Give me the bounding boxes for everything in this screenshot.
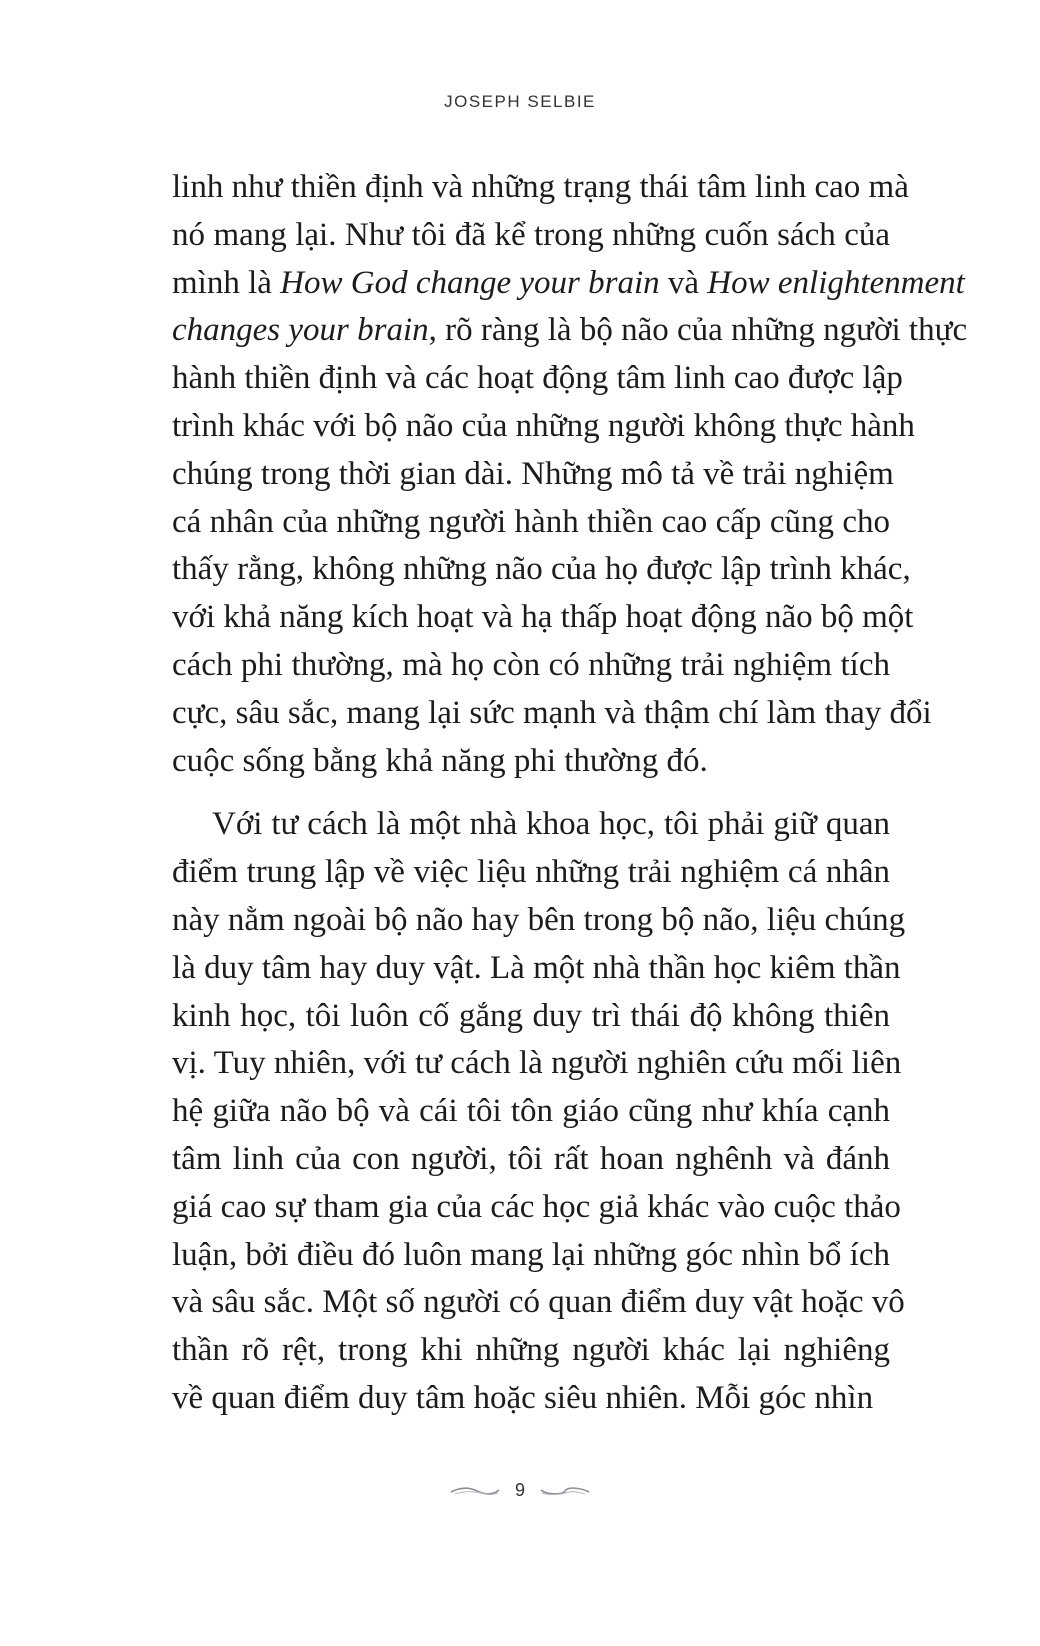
- text-run: mình là: [172, 264, 281, 301]
- text-run: thấy rằng, không những não của họ được lập trình khác,: [172, 551, 911, 588]
- text-run: điểm trung lập về việc liệu những trải nghiệm cá nhân: [172, 854, 890, 891]
- paragraph: [172, 801, 906, 1422]
- text-line: [172, 1088, 890, 1136]
- text-run: này nằm ngoài bộ não hay bên trong bộ não, liệu chúng: [172, 901, 906, 938]
- text-line: [172, 451, 894, 499]
- text-run: hệ giữa não bộ và cái tôi tôn giáo cũng như khía cạnh: [172, 1093, 890, 1130]
- text-line: [172, 403, 915, 451]
- swash-ornament-left-icon: [449, 1485, 501, 1497]
- text-line: [172, 1375, 890, 1423]
- text-line: [172, 1279, 905, 1327]
- text-line: [172, 594, 914, 642]
- book-title: How enlightenment: [707, 264, 965, 301]
- text-run: vị. Tuy nhiên, với tư cách là người nghiên cứu mối liên: [172, 1045, 902, 1082]
- running-head: JOSEPH SELBIE: [444, 92, 596, 111]
- page-footer: [0, 1480, 1040, 1501]
- body-text: [172, 164, 968, 1423]
- text-run: cực, sâu sắc, mang lại sức mạnh và thậm chí làm thay đổi: [172, 694, 932, 731]
- text-line: [172, 1232, 890, 1280]
- text-line: [172, 690, 932, 738]
- text-line: [172, 801, 890, 849]
- paragraph-gap: [172, 785, 890, 801]
- text-line: [172, 499, 890, 547]
- text-run: hành thiền định và các hoạt động tâm linh cao được lập: [172, 360, 903, 397]
- text-run: cách phi thường, mà họ còn có những trải nghiệm tích: [172, 646, 890, 683]
- text-line: [172, 1040, 902, 1088]
- text-line: [172, 738, 890, 786]
- text-run: chúng trong thời gian dài. Những mô tả về trải nghiệm: [172, 455, 894, 492]
- text-run: thần rõ rệt, trong khi những người khác lại nghiêng: [172, 1332, 890, 1369]
- text-run: cá nhân của những người hành thiền cao cấp cũng cho: [172, 503, 890, 540]
- book-title: changes your brain: [172, 312, 429, 349]
- text-line: [172, 260, 965, 308]
- text-run: , rõ ràng là bộ não của những người thực: [428, 312, 968, 349]
- text-run: và sâu sắc. Một số người có quan điểm duy vật hoặc vô: [172, 1284, 905, 1321]
- text-run: linh như thiền định và những trạng thái tâm linh cao mà: [172, 169, 909, 205]
- text-run: kinh học, tôi luôn cố gắng duy trì thái độ không thiên: [172, 997, 890, 1034]
- text-line: [172, 164, 909, 212]
- text-line: [172, 307, 968, 355]
- text-run: về quan điểm duy tâm hoặc siêu nhiên. Mỗi góc nhìn: [172, 1379, 874, 1416]
- text-line: [172, 642, 890, 690]
- text-run: tâm linh của con người, tôi rất hoan nghênh và đánh: [172, 1140, 890, 1177]
- text-run: giá cao sự tham gia của các học giả khác vào cuộc thảo: [172, 1188, 901, 1225]
- text-line: [172, 897, 906, 945]
- text-line: [172, 849, 890, 897]
- text-run: nó mang lại. Như tôi đã kể trong những cuốn sách của: [172, 216, 890, 253]
- text-line: [172, 1327, 890, 1375]
- text-run: luận, bởi điều đó luôn mang lại những góc nhìn bổ ích: [172, 1236, 890, 1273]
- text-line: [172, 546, 911, 594]
- paragraph: [172, 164, 968, 785]
- text-line: [172, 1184, 901, 1232]
- text-line: [172, 212, 890, 260]
- book-title: How God change your brain: [280, 264, 660, 301]
- text-line: [172, 1136, 890, 1184]
- text-line: [172, 355, 903, 403]
- page-number: 9: [514, 1480, 525, 1500]
- text-run: cuộc sống bằng khả năng phi thường đó.: [172, 742, 708, 779]
- text-run: và: [659, 264, 708, 301]
- text-run: là duy tâm hay duy vật. Là một nhà thần học kiêm thần: [172, 949, 901, 986]
- text-line: [172, 993, 890, 1041]
- text-run: trình khác với bộ não của những người không thực hành: [172, 407, 915, 444]
- text-run: Với tư cách là một nhà khoa học, tôi phải giữ quan: [212, 806, 890, 843]
- swash-ornament-right-icon: [539, 1485, 591, 1497]
- text-line: [172, 945, 901, 993]
- text-run: với khả năng kích hoạt và hạ thấp hoạt động não bộ một: [172, 599, 914, 636]
